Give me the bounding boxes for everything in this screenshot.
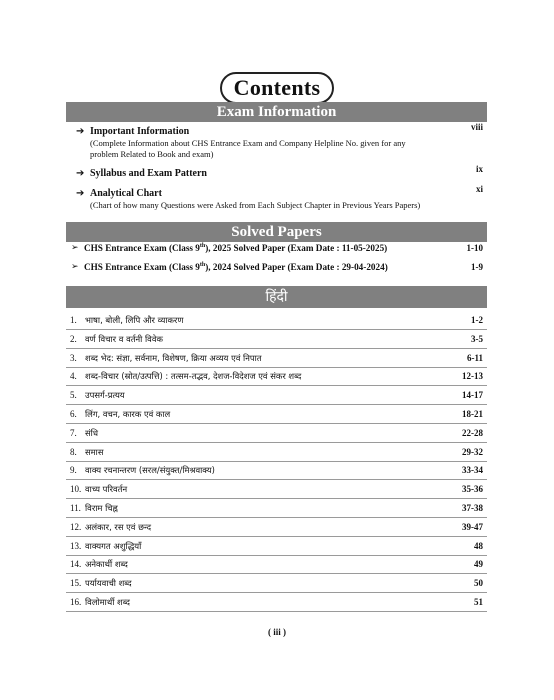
chapter-title: वर्ण विचार व वर्तनी विवेक [85,333,163,344]
solved-paper-2024[interactable] [66,259,487,275]
chapter-title: शब्द-विचार (स्रोत/उत्पत्ति) : तत्सम-तद्भव, देशज-विदेशज एवं संकर शब्द [85,371,302,382]
chapter-number: 13. [70,540,82,551]
chapter-title: संधि [85,427,98,438]
solved-paper-title [84,260,388,274]
chapter-page: 37-38 [462,503,483,513]
arrow-right-icon: ➔ [76,126,85,137]
chapter-page: 33-34 [462,465,483,476]
chapter-title: वाच्य परिवर्तन [85,484,128,495]
page-title: Contents [220,72,335,104]
arrow-right-icon: ➔ [76,168,85,179]
toc-entry-analytical-chart[interactable] [66,184,487,213]
chapter-number: 1. [70,315,77,325]
chapter-title: शब्द भेद: संज्ञा, सर्वनाम, विशेषण, क्रिया अव्यय एवं निपात [85,352,262,363]
chapter-page: 29-32 [462,446,483,457]
entry-page: xi [475,184,483,194]
chapter-page: 39-47 [462,521,483,532]
chapter-page: 12-13 [462,371,483,382]
chapter-page: 18-21 [462,409,483,419]
page-number-footer: ( iii ) [268,627,286,637]
chapter-number: 3. [70,352,77,363]
chapter-title: वाक्य रचनान्तरण (सरल/संयुक्त/मिश्रवाक्य) [85,465,215,476]
chapter-page: 49 [474,559,483,570]
solved-paper-title-end: ), 2024 Solved Paper (Exam Date : 29-04-2024) [205,262,388,272]
chapter-title: उपसर्ग-प्रत्यय [85,390,125,401]
chapter-number: 11. [70,503,81,513]
chapter-number: 14. [70,559,82,570]
chapter-title: विलोमार्थी शब्द [85,597,130,607]
chapter-number: 6. [70,409,77,419]
chapter-title: पर्यायवाची शब्द [85,578,132,589]
entry-title: Syllabus and Exam Pattern [90,168,207,179]
arrow-right-icon: ➔ [76,188,85,199]
class-superscript: th [199,261,206,268]
chapter-page: 14-17 [462,390,483,401]
toc-entry-important-information[interactable] [66,122,487,159]
chapter-title: विराम चिह्न [85,503,118,513]
entry-page: ix [475,164,483,174]
chapter-page: 50 [474,578,483,589]
solved-paper-title-start: CHS Entrance Exam (Class 9 [84,262,200,272]
chapter-page: 3-5 [471,333,483,344]
title-container [0,72,554,104]
entry-page: viii [470,122,483,132]
entry-title: Important Information [90,126,190,137]
chapter-number: 2. [70,333,77,344]
section-header-exam-information: Exam Information [66,102,487,122]
chapter-number: 9. [70,465,77,476]
solved-paper-title-start: CHS Entrance Exam (Class 9 [84,243,200,253]
section-header-hindi: हिंदी [66,286,487,308]
chapter-title: समास [85,446,104,457]
chapter-title: भाषा, बोली, लिपि और व्याकरण [85,315,184,325]
solved-paper-title-end: ), 2025 Solved Paper (Exam Date : 11-05-2025) [205,243,388,253]
chapter-page: 51 [474,597,483,607]
chapter-number: 7. [70,427,77,438]
solved-paper-2025[interactable] [66,240,487,256]
chapter-page: 22-28 [462,427,483,438]
solved-paper-page: 1-10 [466,243,483,253]
entry-description: (Complete Information about CHS Entrance Exam and Company Helpline No. given for any problem Related to Book and exam) [90,138,406,159]
section-header-solved-papers: Solved Papers [66,222,487,242]
chapter-number: 15. [70,578,82,589]
chapter-title: अलंकार, रस एवं छन्द [85,521,152,532]
entry-title: Analytical Chart [90,188,162,199]
chapter-page: 1-2 [471,315,483,325]
entry-description: (Chart of how many Questions were Asked from Each Subject Chapter in Previous Years Papers) [90,200,421,210]
chapter-title: अनेकार्थी शब्द [85,559,128,570]
toc-entry-syllabus[interactable] [66,164,487,183]
chapter-title: वाक्यगत अशुद्धियाँ [85,540,142,551]
chapter-number: 12. [70,521,82,532]
solved-paper-title [84,241,387,255]
hindi-chapter-row[interactable] [66,591,487,612]
chapter-number: 5. [70,390,77,401]
class-superscript: th [199,242,206,249]
solved-paper-page: 1-9 [471,262,483,272]
chapter-page: 6-11 [466,352,483,363]
chapter-page: 48 [474,540,483,551]
chapter-number: 8. [70,446,77,457]
chapter-title: लिंग, वचन, कारक एवं काल [85,409,171,419]
chapter-page: 35-36 [462,484,483,495]
arrow-head-icon: ➢ [71,262,79,272]
chapter-number: 16. [70,597,82,607]
arrow-head-icon: ➢ [71,243,79,253]
chapter-number: 4. [70,371,77,382]
chapter-number: 10. [70,484,82,495]
